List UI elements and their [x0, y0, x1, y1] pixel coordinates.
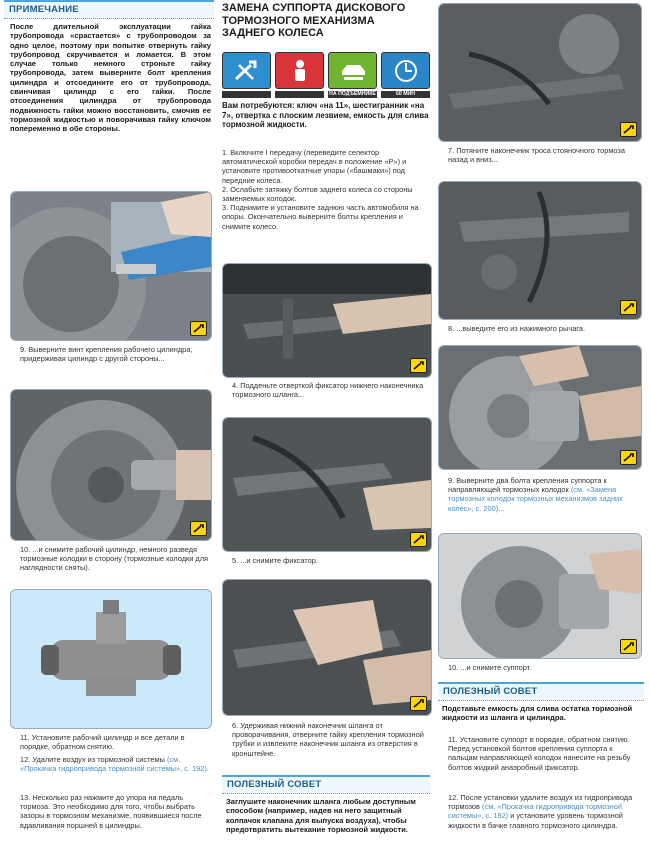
cross-reference-link[interactable]: (см. «Прокачка гидропривода тормозной системы», с. 192). — [20, 755, 209, 774]
caption-step-8: 8. ...выведите его из нажимного рычага. — [448, 324, 586, 333]
tip-box — [222, 775, 430, 834]
required-tools-text: Вам потребуются: ключ «на 11», шестигранник «на 7», отвертка с плоским лезвием, емкость для слива тормозной жидкости. — [222, 101, 429, 130]
wrench-icon — [620, 122, 637, 137]
photo-step-4 — [222, 263, 432, 378]
tip-box-right — [438, 682, 644, 723]
caption-step-13: 13. Несколько раз нажмите до упора на педаль тормоза. Это необходимо для того, чтобы выбрать зазоры в тормозном механизме, появившиеся после вдавливания поршней в цилиндры. — [20, 793, 202, 830]
wrench-icon — [620, 639, 637, 654]
caption-step-11: 11. Установите рабочий цилиндр и все детали в порядке, обратном снятию. — [20, 733, 185, 752]
tools-icon — [222, 52, 271, 89]
time-tile: 60 МИН — [381, 52, 430, 100]
caption-step-10: 10. ...и снимите суппорт. — [448, 663, 532, 672]
task-icons — [222, 52, 430, 100]
caption-step-12 — [448, 793, 642, 830]
tip-text: Заглушите наконечник шланга любым доступным способом (например, надев на него защитный колпачок клапана для выпуска воздуха), чтобы предотвратить вытекание тормозной жидкости. — [226, 797, 416, 834]
photo-wheel-cylinder — [10, 589, 212, 729]
step-2: 2. Ослабьте затяжку болтов заднего колеса со стороны заменяемых колодок. — [222, 184, 413, 204]
note-heading: ПРИМЕЧАНИЕ — [4, 0, 214, 19]
tools-tile — [222, 52, 271, 100]
caption-step-12-tail: и установите уровень тормозной жидкости в бачке главного тормозного цилиндра. — [448, 811, 623, 830]
cross-reference-link[interactable]: (см. «Замена тормозных колодок тормозных механизмов задних колес», с. 200)... — [448, 485, 623, 513]
caption-step-5: 5. ...и снимите фиксатор. — [232, 556, 318, 565]
note-text: После длительной эксплуатации гайка трубопровода «срастается» с трубопроводом за одно целое, поэтому при попытке отвернуть гайку трубопровод скручивается и ломается. В этом случае только немного строньте гайку трубопровода, затем выверните болт крепления цилиндра и отсоедините его от трубопровода, свинчивая цилиндр с его гайки. После отсоединения цилиндра от трубопровода подвижность гайки можно восстановить, смочив ее тормозной жидкостью и поворачивая гайку ключом попеременно в обе стороны. — [10, 22, 211, 134]
caption-step-10: 10. ...и снимите рабочий цилиндр, немного разведя тормозные колодки в сторону (тормозные колодки для наглядности сняты). — [20, 545, 209, 573]
wrench-icon — [190, 521, 207, 536]
tip-text: Подставьте емкость для слива остатка тормозной жидкости из шланга и цилиндра. — [442, 704, 633, 723]
person-tile — [275, 52, 324, 100]
caption-step-7: 7. Потяните наконечник троса стояночного тормоза назад и вниз... — [448, 146, 625, 165]
caption-step-9 — [448, 476, 640, 513]
caption-step-6: 6. Удерживая нижний наконечник шланга от проворачивания, отверните гайку крепления тормозной трубки и извлеките наконечник шланга из отверстия в кронштейне. — [232, 721, 424, 758]
brake-drum-photo — [11, 192, 211, 340]
section-title: ЗАМЕНА СУППОРТА ДИСКОВОГО ТОРМОЗНОГО МЕХАНИЗМА ЗАДНЕГО КОЛЕСА — [222, 2, 406, 39]
caption-step-12-text: 12. После установки удалите воздух из гидропривода тормозов — [448, 793, 633, 812]
lift-tile: НА ПОДЪЕМНИКЕ — [328, 52, 377, 100]
wrench-icon — [620, 450, 637, 465]
photo-step-6 — [222, 579, 432, 716]
caption-step-4: 4. Подденьте отверткой фиксатор нижнего наконечника тормозного шланга... — [232, 381, 424, 400]
wrench-icon — [190, 321, 207, 336]
wrench-icon — [410, 532, 427, 547]
lift-icon — [328, 52, 377, 89]
caption-step-12-text: 12. Удалите воздух из тормозной системы — [20, 755, 165, 764]
caption-step-12 — [20, 755, 210, 773]
tip-heading: ПОЛЕЗНЫЙ СОВЕТ — [222, 775, 430, 794]
photo-step-7 — [438, 3, 642, 142]
wrench-icon — [410, 358, 427, 373]
caption-step-9: 9. Выверните винт крепления рабочего цилиндра, придерживая цилиндр с другой стороны... — [20, 345, 193, 364]
caption-step-9-text: 9. Выверните два болта крепления суппорта к направляющей тормозных колодок — [448, 476, 607, 495]
photo-step-9 — [10, 191, 212, 341]
tip-heading: ПОЛЕЗНЫЙ СОВЕТ — [438, 682, 644, 701]
caption-step-11: 11. Установите суппорт в порядке, обратном снятию. Перед установкой болтов крепления суппорта к пальцам направляющей колодок нанесите на резьбу болтов жидкий анаэробный фиксатор. — [448, 735, 631, 772]
photo-step-8 — [438, 181, 642, 320]
step-1: 1. Включите I передачу (переведите селектор автоматической коробки передач в положение «P») и установите противооткатные упоры («башмаки») под передние колеса. — [222, 148, 407, 185]
photo-step-10-caliper — [438, 533, 642, 659]
wrench-icon — [410, 696, 427, 711]
column-left — [4, 0, 214, 830]
cross-reference-link[interactable]: (см. «Прокачка гидропривода тормозной системы», с. 192) — [448, 802, 622, 821]
photo-step-10 — [10, 389, 212, 541]
photo-step-9-caliper — [438, 345, 642, 470]
person-icon — [275, 52, 324, 89]
step-3: 3. Поднимите и установите заднюю часть автомобиля на опоры. Окончательно выверните болты крепления и снимите колесо. — [222, 203, 419, 231]
steps-1-3 — [222, 148, 430, 231]
wrench-icon — [620, 300, 637, 315]
photo-step-5 — [222, 417, 432, 552]
clock-icon — [381, 52, 430, 89]
